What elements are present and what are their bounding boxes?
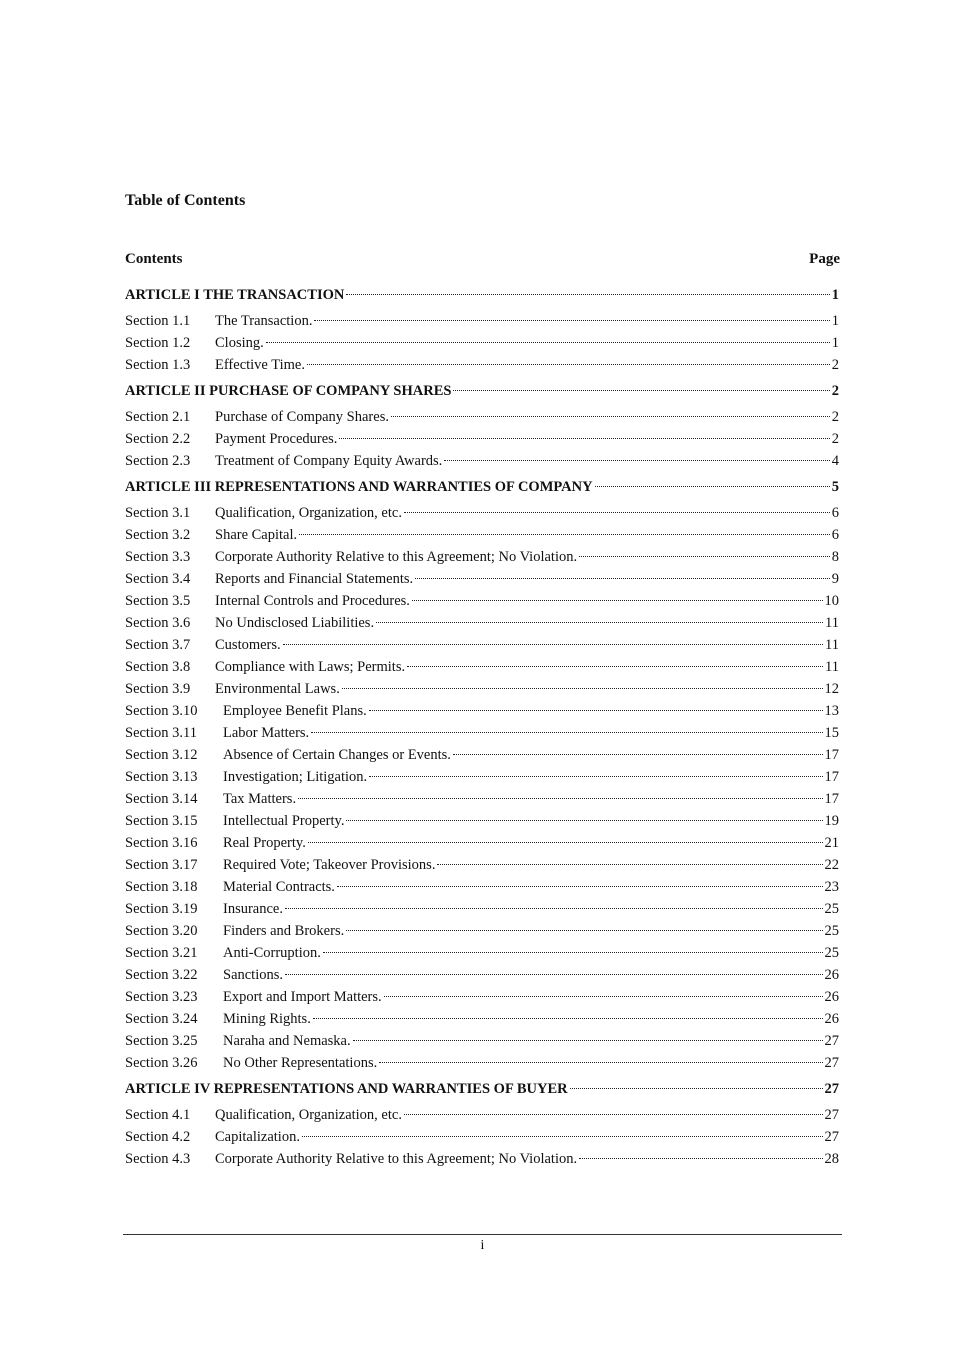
toc-section-number: Section 3.6	[125, 615, 191, 631]
toc-page-number: 1	[831, 287, 839, 303]
dot-leader	[283, 643, 823, 645]
toc-section-number: Section 3.15	[125, 813, 198, 829]
toc-section-title: Intellectual Property.	[223, 813, 345, 829]
toc-section-entry[interactable]	[125, 1126, 839, 1148]
toc-page-number: 2	[831, 409, 839, 425]
toc-page-number: 12	[824, 681, 839, 697]
dot-leader	[266, 341, 830, 343]
toc-section-number: Section 2.1	[125, 409, 191, 425]
toc-article-title: ARTICLE III REPRESENTATIONS AND WARRANTIES OF COMPANY	[125, 479, 593, 495]
toc-section-number: Section 3.17	[125, 857, 198, 873]
toc-section-number: Section 1.2	[125, 335, 191, 351]
contents-header: Contents	[125, 251, 183, 267]
dot-leader	[285, 973, 822, 975]
dot-leader	[337, 885, 823, 887]
toc-section-title: Sanctions.	[223, 967, 284, 983]
toc-page-number: 25	[824, 923, 839, 939]
toc-section-title: Tax Matters.	[223, 791, 297, 807]
toc-section-number: Section 2.3	[125, 453, 191, 469]
toc-section-entry[interactable]	[125, 310, 839, 332]
toc-section-entry[interactable]	[125, 568, 839, 590]
toc-section-number: Section 1.3	[125, 357, 191, 373]
toc-section-title: Effective Time.	[215, 357, 305, 373]
toc-section-number: Section 1.1	[125, 313, 191, 329]
dot-leader	[415, 577, 830, 579]
toc-page-number: 25	[824, 901, 839, 917]
dot-leader	[444, 459, 829, 461]
toc-section-entry[interactable]	[125, 766, 839, 788]
toc-section-title: Qualification, Organization, etc.	[215, 1107, 402, 1123]
toc-section-entry[interactable]	[125, 920, 839, 942]
toc-section-title: Export and Import Matters.	[223, 989, 382, 1005]
toc-section-entry[interactable]	[125, 1008, 839, 1030]
toc-section-number: Section 3.4	[125, 571, 191, 587]
toc-page-number: 23	[824, 879, 839, 895]
toc-page-number: 27	[824, 1107, 839, 1123]
toc-section-number: Section 3.21	[125, 945, 198, 961]
toc-section-number: Section 3.25	[125, 1033, 198, 1049]
toc-section-title: Investigation; Litigation.	[223, 769, 368, 785]
dot-leader	[339, 437, 829, 439]
toc-section-title: Mining Rights.	[223, 1011, 311, 1027]
toc-section-number: Section 3.20	[125, 923, 198, 939]
dot-leader	[346, 819, 822, 821]
toc-page-number: 27	[824, 1129, 839, 1145]
toc-section-title: Corporate Authority Relative to this Agreement; No Violation.	[215, 1151, 578, 1167]
dot-leader	[313, 1017, 823, 1019]
toc-page-number: 25	[824, 945, 839, 961]
toc-section-entry[interactable]	[125, 964, 839, 986]
toc-page-number: 17	[824, 747, 839, 763]
dot-leader	[323, 951, 823, 953]
toc-section-entry[interactable]	[125, 700, 839, 722]
toc-section-entry[interactable]	[125, 332, 839, 354]
toc-section-title: Internal Controls and Procedures.	[215, 593, 410, 609]
dot-leader	[404, 511, 830, 513]
toc-section-title: Insurance.	[223, 901, 283, 917]
toc-page-number: 11	[825, 615, 839, 631]
toc-page-number: 2	[831, 357, 839, 373]
toc-page-number: 15	[824, 725, 839, 741]
dot-leader	[453, 753, 823, 755]
dot-leader	[342, 687, 823, 689]
dot-leader	[299, 533, 830, 535]
toc-section-number: Section 4.1	[125, 1107, 191, 1123]
dot-leader	[308, 841, 823, 843]
toc-section-title: Purchase of Company Shares.	[215, 409, 389, 425]
toc-section-entry[interactable]	[125, 502, 839, 524]
dot-leader	[376, 621, 823, 623]
dot-leader	[570, 1087, 823, 1089]
toc-section-title: No Undisclosed Liabilities.	[215, 615, 375, 631]
toc-section-title: Required Vote; Takeover Provisions.	[223, 857, 436, 873]
toc-page-number: 4	[831, 453, 839, 469]
toc-page-number: 27	[824, 1081, 839, 1097]
dot-leader	[579, 1157, 822, 1159]
toc-article-entry[interactable]	[125, 380, 839, 402]
toc-section-entry[interactable]	[125, 524, 839, 546]
toc-section-number: Section 3.2	[125, 527, 191, 543]
toc-section-entry[interactable]	[125, 546, 839, 568]
toc-section-number: Section 3.1	[125, 505, 191, 521]
toc-section-title: Closing.	[215, 335, 264, 351]
dot-leader	[346, 929, 822, 931]
toc-page-number: 6	[831, 505, 839, 521]
toc-section-number: Section 3.5	[125, 593, 191, 609]
table-of-contents	[125, 284, 839, 1170]
toc-section-number: Section 4.3	[125, 1151, 191, 1167]
toc-section-number: Section 3.9	[125, 681, 191, 697]
page-header: Page	[809, 251, 840, 267]
toc-section-title: Capitalization.	[215, 1129, 300, 1145]
toc-page-number: 8	[831, 549, 839, 565]
dot-leader	[595, 485, 830, 487]
toc-section-entry[interactable]	[125, 810, 839, 832]
dot-leader	[314, 319, 829, 321]
toc-section-entry[interactable]	[125, 354, 839, 376]
dot-leader	[384, 995, 823, 997]
toc-section-title: Environmental Laws.	[215, 681, 340, 697]
dot-leader	[412, 599, 823, 601]
toc-article-title: ARTICLE IV REPRESENTATIONS AND WARRANTIES OF BUYER	[125, 1081, 568, 1097]
dot-leader	[346, 293, 829, 295]
footer-page-number: i	[480, 1238, 485, 1253]
dot-leader	[307, 363, 830, 365]
toc-page-number: 17	[824, 769, 839, 785]
toc-section-number: Section 3.11	[125, 725, 197, 741]
page-title: Table of Contents	[125, 192, 246, 209]
toc-section-title: Corporate Authority Relative to this Agreement; No Violation.	[215, 549, 578, 565]
toc-page-number: 27	[824, 1033, 839, 1049]
toc-page-number: 11	[825, 659, 839, 675]
toc-section-number: Section 3.14	[125, 791, 198, 807]
footer-divider	[123, 1234, 842, 1235]
toc-section-entry[interactable]	[125, 832, 839, 854]
toc-section-title: Qualification, Organization, etc.	[215, 505, 402, 521]
toc-section-number: Section 3.7	[125, 637, 191, 653]
toc-page-number: 2	[831, 383, 839, 399]
toc-section-entry[interactable]	[125, 678, 839, 700]
dot-leader	[453, 389, 829, 391]
dot-leader	[404, 1113, 823, 1115]
toc-section-number: Section 3.24	[125, 1011, 198, 1027]
toc-page-number: 22	[824, 857, 839, 873]
toc-page-number: 9	[831, 571, 839, 587]
toc-section-entry[interactable]	[125, 656, 839, 678]
toc-section-entry[interactable]	[125, 450, 839, 472]
toc-article-title: ARTICLE II PURCHASE OF COMPANY SHARES	[125, 383, 452, 399]
toc-page-number: 13	[824, 703, 839, 719]
toc-article-entry[interactable]	[125, 476, 839, 498]
toc-section-title: Reports and Financial Statements.	[215, 571, 414, 587]
toc-section-entry[interactable]	[125, 722, 839, 744]
toc-section-title: Material Contracts.	[223, 879, 335, 895]
toc-section-number: Section 3.16	[125, 835, 198, 851]
toc-section-entry[interactable]	[125, 634, 839, 656]
toc-section-title: Payment Procedures.	[215, 431, 338, 447]
dot-leader	[302, 1135, 823, 1137]
toc-section-number: Section 3.26	[125, 1055, 198, 1071]
dot-leader	[353, 1039, 823, 1041]
toc-section-number: Section 3.8	[125, 659, 191, 675]
toc-section-title: Customers.	[215, 637, 281, 653]
toc-page-number: 26	[824, 1011, 839, 1027]
toc-section-number: Section 3.23	[125, 989, 198, 1005]
toc-section-number: Section 2.2	[125, 431, 191, 447]
dot-leader	[298, 797, 822, 799]
toc-article-title: ARTICLE I THE TRANSACTION	[125, 287, 345, 303]
toc-section-entry[interactable]	[125, 942, 839, 964]
toc-section-title: No Other Representations.	[223, 1055, 378, 1071]
toc-page-number: 28	[824, 1151, 839, 1167]
toc-section-number: Section 3.18	[125, 879, 198, 895]
toc-page-number: 10	[824, 593, 839, 609]
toc-section-title: The Transaction.	[215, 313, 313, 329]
toc-page-number: 11	[825, 637, 839, 653]
toc-section-entry[interactable]	[125, 744, 839, 766]
toc-section-entry[interactable]	[125, 898, 839, 920]
toc-section-title: Anti-Corruption.	[223, 945, 321, 961]
dot-leader	[379, 1061, 822, 1063]
toc-section-number: Section 3.10	[125, 703, 198, 719]
toc-page-number: 19	[824, 813, 839, 829]
toc-section-title: Employee Benefit Plans.	[223, 703, 367, 719]
toc-section-entry[interactable]	[125, 986, 839, 1008]
dot-leader	[391, 415, 830, 417]
toc-section-number: Section 4.2	[125, 1129, 191, 1145]
toc-section-title: Absence of Certain Changes or Events.	[223, 747, 451, 763]
dot-leader	[579, 555, 830, 557]
dot-leader	[285, 907, 823, 909]
dot-leader	[369, 775, 822, 777]
toc-section-entry[interactable]	[125, 1148, 839, 1170]
toc-section-number: Section 3.13	[125, 769, 198, 785]
toc-page-number: 1	[831, 335, 839, 351]
toc-section-entry[interactable]	[125, 406, 839, 428]
toc-section-title: Finders and Brokers.	[223, 923, 345, 939]
toc-page-number: 27	[824, 1055, 839, 1071]
toc-section-entry[interactable]	[125, 1030, 839, 1052]
toc-article-entry[interactable]	[125, 1078, 839, 1100]
toc-section-number: Section 3.22	[125, 967, 198, 983]
dot-leader	[369, 709, 823, 711]
toc-column-headers	[125, 251, 840, 268]
toc-section-entry[interactable]	[125, 876, 839, 898]
toc-section-number: Section 3.12	[125, 747, 198, 763]
toc-page-number: 21	[824, 835, 839, 851]
toc-section-entry[interactable]	[125, 590, 839, 612]
toc-page-number: 2	[831, 431, 839, 447]
toc-page-number: 26	[824, 967, 839, 983]
dot-leader	[437, 863, 822, 865]
dot-leader	[311, 731, 822, 733]
toc-section-entry[interactable]	[125, 1104, 839, 1126]
toc-section-title: Share Capital.	[215, 527, 298, 543]
toc-section-title: Compliance with Laws; Permits.	[215, 659, 406, 675]
toc-section-entry[interactable]	[125, 854, 839, 876]
toc-section-number: Section 3.3	[125, 549, 191, 565]
toc-page-number: 17	[824, 791, 839, 807]
toc-page-number: 5	[831, 479, 839, 495]
toc-section-title: Real Property.	[223, 835, 306, 851]
toc-section-number: Section 3.19	[125, 901, 198, 917]
toc-section-entry[interactable]	[125, 1052, 839, 1074]
dot-leader	[407, 665, 823, 667]
toc-section-entry[interactable]	[125, 612, 839, 634]
toc-section-title: Naraha and Nemaska.	[223, 1033, 351, 1049]
toc-section-entry[interactable]	[125, 788, 839, 810]
toc-page-number: 26	[824, 989, 839, 1005]
toc-section-title: Treatment of Company Equity Awards.	[215, 453, 443, 469]
toc-section-title: Labor Matters.	[223, 725, 310, 741]
toc-page-number: 1	[831, 313, 839, 329]
toc-page-number: 6	[831, 527, 839, 543]
toc-article-entry[interactable]	[125, 284, 839, 306]
toc-section-entry[interactable]	[125, 428, 839, 450]
